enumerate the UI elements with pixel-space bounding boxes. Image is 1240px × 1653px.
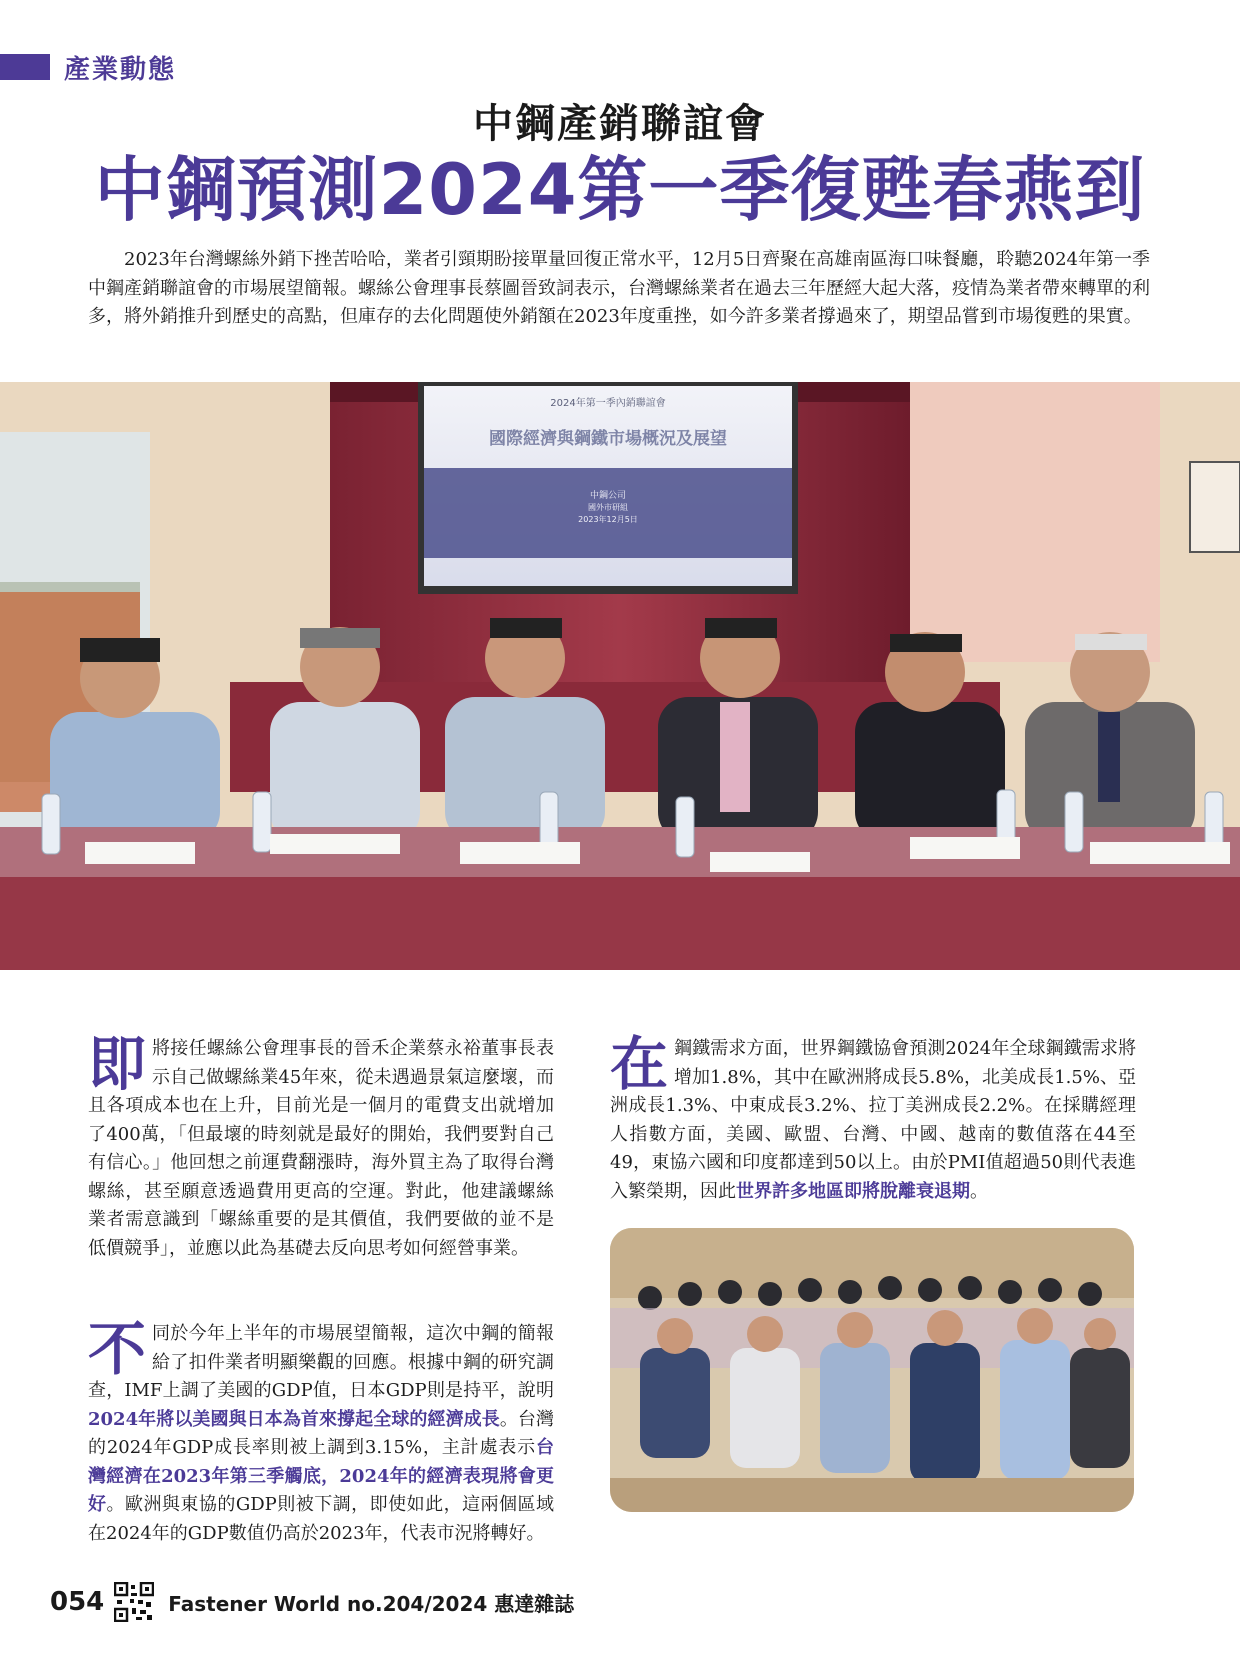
kicker: 中鋼產銷聯誼會: [473, 101, 767, 147]
footer: [50, 1582, 574, 1622]
left-paragraph-1-text: 將接任螺絲公會理事長的晉禾企業蔡永裕董事長表示自己做螺絲業45年來，從未遇過景氣這麼壞，而且各項成本也在上升，目前光是一個月的電費支出就增加了400萬，「但最壞的時刻就是最好的開始，我們要對自己有信心。」他回想之前運費翻漲時，海外買主為了取得台灣螺絲，甚至願意透過費用更高的空運。對此，他建議螺絲業者需意識到「螺絲重要的是其價值，我們要做的並不是低價競爭」，並應以此為基礎去反向思考如何經營事業。: [88, 1038, 554, 1259]
right-paragraph-1-text-b: 。: [970, 1180, 988, 1202]
page-number: 054: [50, 1587, 105, 1617]
headline: 中鋼預測2024第一季復甦春燕到: [94, 149, 1146, 231]
left-paragraph-1: [88, 1030, 554, 1263]
lead-paragraph: 2023年台灣螺絲外銷下挫苦哈哈，業者引頸期盼接單量回復正常水平，12月5日齊聚在高雄南區海口味餐廳，聆聽2024年第一季中鋼產銷聯誼會的市場展望簡報。螺絲公會理事長蔡圖晉致詞表示，台灣螺絲業者在過去三年歷經大起大落，疫情為業者帶來轉單的利多，將外銷推升到歷史的高點，但庫存的去化問題使外銷額在2023年度重挫，如今許多業者撐過來了，期望品嘗到市場復甦的果實。: [88, 249, 1150, 327]
highlight-global-growth: 2024年將以美國與日本為首來撐起全球的經濟成長: [88, 1408, 500, 1430]
left-paragraph-2-text-b: 。台灣的2024年GDP成長率則被上調到3.15%，主計處表示: [88, 1408, 554, 1458]
right-paragraph-1: [610, 1030, 1136, 1206]
slide-line-4: 國外市研組: [588, 503, 628, 512]
dropcap-zai: 在: [610, 1030, 669, 1098]
section-tag: [0, 52, 177, 85]
right-paragraph-1-text-a: 鋼鐵需求方面，世界鋼鐵協會預測2024年全球鋼鐵需求將增加1.8%，其中在歐洲將成長5.8%，北美成長1.5%、亞洲成長1.3%、中東成長3.2%、拉丁美洲成長2.2%。在採購經理人指數方面，美國、歐盟、台灣、中國、越南的數值落在44至49，東協六國和印度都達到50以上。由於PMI值超過50則代表進入繁榮期，因此: [610, 1038, 1136, 1202]
section-label: 產業動態: [64, 54, 177, 85]
left-paragraph-2: [88, 1315, 555, 1548]
left-paragraph-2-text-c: 。歐洲與東協的GDP則被下調，即使如此，這兩個區域在2024年的GDP數值仍高於2023年，代表市況將轉好。: [88, 1494, 555, 1544]
slide-line-5: 2023年12月5日: [578, 515, 638, 524]
qr-code-icon: [114, 1582, 154, 1622]
dropcap-bu: 不: [88, 1315, 147, 1383]
audience-photo-illustration: [610, 1228, 1134, 1512]
main-photo-illustration: [0, 382, 1240, 970]
slide-line-2: 國際經濟與鋼鐵市場概況及展望: [489, 429, 727, 449]
highlight-taiwan-economy: 台灣經濟在2023年第三季觸底，2024年的經濟表現將會更好: [88, 1437, 554, 1515]
dropcap-ji: 即: [88, 1030, 147, 1098]
main-photo-panel-speakers: [0, 382, 1240, 970]
left-paragraph-2-text-a: 同於今年上半年的市場展望簡報，這次中鋼的簡報給了扣件業者明顯樂觀的回應。根據中鋼的研究調查，IMF上調了美國的GDP值，日本GDP則是持平，說明: [88, 1323, 554, 1401]
slide-line-3: 中鋼公司: [589, 491, 627, 501]
slide-line-1: 2024年第一季內銷聯誼會: [550, 398, 666, 409]
left-column: [88, 1030, 555, 1605]
journal-name: Fastener World no.204/2024 惠達雜誌: [168, 1591, 575, 1616]
section-tag-bar: [0, 54, 50, 80]
audience-photo: [610, 1228, 1134, 1512]
highlight-recovery: 世界許多地區即將脫離衰退期: [736, 1180, 970, 1202]
